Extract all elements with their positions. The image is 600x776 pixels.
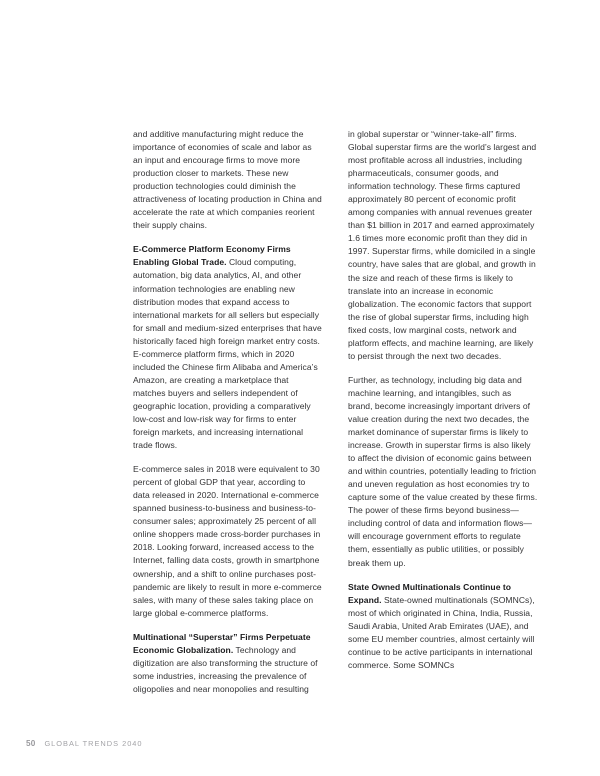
paragraph-further-technology (348, 374, 538, 570)
paragraph-superstar-firms (133, 631, 323, 696)
two-column-body (133, 128, 538, 696)
paragraph-text: Further, as technology, including big data and machine learning, and intangibles, such as brand, become increasingly important drivers of value creation during the next two decades, the market dominance of superstar firms is likely to increase. Growth in superstar firms is also likely to affect the division of economic gains between and within countries, potentially leading to friction and uneven regulation as host economies try to capture some of the value created by these firms. The power of these firms beyond business—including control of data and information flows—will encourage government efforts to regulate them, essentially as public utilities, or possibly break them up. (348, 374, 538, 568)
page-number: 50 (26, 739, 36, 748)
right-column (348, 128, 538, 696)
left-column (133, 128, 323, 696)
paragraph-lead-in: E-Commerce Platform Economy Firms Enabling Global Trade. (133, 244, 291, 268)
paragraph-global-superstar (348, 128, 538, 363)
running-title: GLOBAL TRENDS 2040 (44, 739, 143, 748)
paragraph-continued-manufacturing (133, 128, 323, 232)
paragraph-text: Cloud computing, automation, big data analytics, AI, and other information technologies are enabling new distribution modes that expand access to international markets for all sellers but especially for small and medium-sized enterprises that have historically faced high foreign market entry costs. E-commerce platform firms, which in 2020 included the Chinese firm Alibaba and America’s Amazon, are creating a marketplace that matches buyers and sellers independent of geographic location, providing a comparatively low-cost and low-risk way for firms to enter foreign markets, and increasing international trade flows. (133, 257, 322, 451)
paragraph-text: State-owned multinationals (SOMNCs), most of which originated in China, India, Russia, Saudi Arabia, United Arab Emirates (UAE), and some EU member countries, almost certainly will continue to be active participants in international commerce. Some SOMNCs (348, 594, 535, 670)
paragraph-ecommerce-platform (133, 243, 323, 452)
paragraph-lead-in: State Owned Multinationals Continue to Expand. (348, 581, 512, 605)
paragraph-text: Technology and digitization are also transforming the structure of some industries, increasing the prevalence of oligopolies and near monopolies and resulting (133, 644, 318, 694)
paragraph-state-owned (348, 581, 538, 672)
paragraph-text: and additive manufacturing might reduce the importance of economies of scale and labor as an input and encourage firms to move more production closer to markets. These new production technologies could diminish the attractiveness of locating production in China and accelerate the rate at which companies reorient their supply chains. (133, 129, 322, 231)
page-footer (26, 739, 143, 748)
paragraph-ecommerce-sales (133, 463, 323, 620)
paragraph-text: in global superstar or “winner-take-all” firms. Global superstar firms are the world’s largest and most profitable across all industries, including pharmaceuticals, consumer goods, and information technology. These firms captured approximately 80 percent of economic profit among companies with annual revenues greater than $1 billion in 2017 and earned approximately 1.6 times more economic profit than they did in 1997. Superstar firms, while domiciled in a single country, have sales that are global, and growth in the size and reach of these firms is likely to translate into an increase in economic globalization. The economic factors that support the rise of global superstar firms, including high fixed costs, low marginal costs, network and platform effects, and machine learning, are likely to persist through the next two decades. (348, 129, 537, 361)
paragraph-lead-in: Multinational “Superstar” Firms Perpetuate Economic Globalization. (133, 631, 311, 655)
paragraph-text: E-commerce sales in 2018 were equivalent to 30 percent of global GDP that year, according to data released in 2020. International e-commerce spanned business-to-business and business-to-consumer sales; approximately 25 percent of all online shoppers made cross-border purchases in 2018. Looking forward, increased access to the Internet, falling data costs, growth in smartphone ownership, and a shift to online purchases post-pandemic are likely to result in more e-commerce sales, with many of these sales taking place on large global e-commerce platforms. (133, 464, 322, 618)
